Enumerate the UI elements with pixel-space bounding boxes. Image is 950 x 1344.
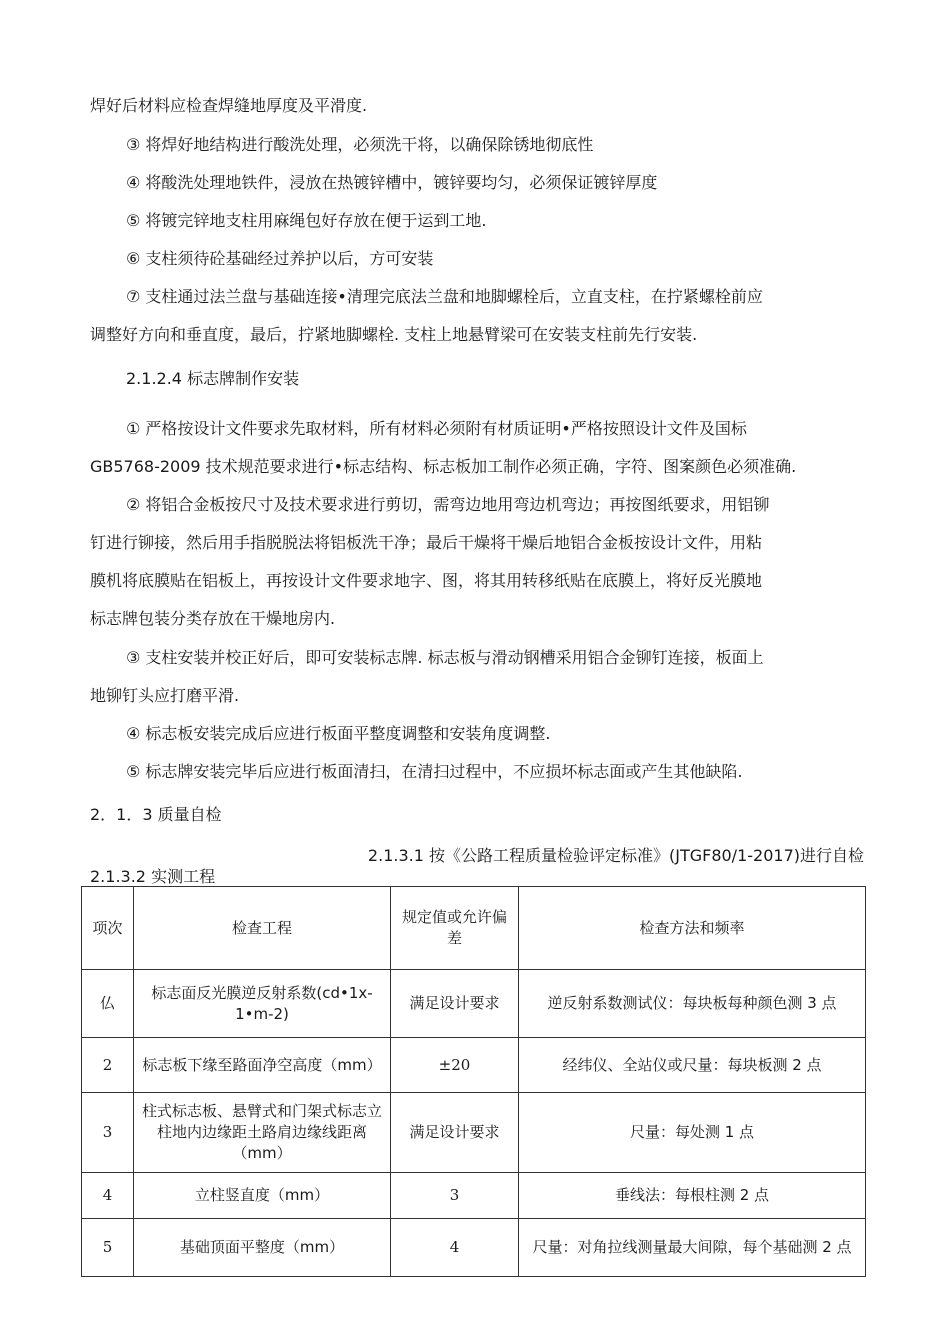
paragraph-line: ② 将铝合金板按尺寸及技术要求进行剪切，需弯边地用弯边机弯边；再按图纸要求，用铝铆 (126, 495, 770, 514)
table-cell-no: 3 (82, 1093, 134, 1173)
paragraph-line: ③ 支柱安装并校正好后，即可安装标志牌. 标志板与滑动钢槽采用铝合金铆钉连接，板面上 (126, 648, 764, 667)
paragraph-line: ④ 标志板安装完成后应进行板面平整度调整和安装角度调整. (126, 724, 551, 743)
paragraph-line: ④ 将酸洗处理地铁件，浸放在热镀锌槽中，镀锌要均匀，必须保证镀锌厚度 (126, 173, 658, 192)
table-cell-no: 4 (82, 1173, 134, 1219)
paragraph-line: 焊好后材料应检查焊缝地厚度及平滑度. (90, 96, 368, 115)
table-cell-value: 4 (391, 1219, 519, 1277)
section-heading: 2.1.2.4 标志牌制作安装 (126, 369, 300, 388)
paragraph-line: GB5768-2009 技术规范要求进行•标志结构、标志板加工制作必须正确，字符、图案颜色必须准确. (90, 457, 797, 476)
header-cell: 项次 (82, 887, 134, 970)
section-heading: 2．1．3 质量自检 (90, 805, 222, 824)
paragraph-line: ⑤ 标志牌安装完毕后应进行板面清扫，在清扫过程中，不应损坏标志面或产生其他缺陷. (126, 762, 743, 781)
paragraph-line: 膜机将底膜贴在铝板上，再按设计文件要求地字、图，将其用转移纸贴在底膜上，将好反光膜地 (90, 571, 763, 590)
table-cell-value: 满足设计要求 (391, 970, 519, 1038)
table-cell-method: 经纬仪、全站仪或尺量：每块板测 2 点 (519, 1038, 866, 1093)
table-row (82, 1093, 866, 1173)
paragraph-line: 钉进行铆接，然后用手指脱脱法将铝板洗干净；最后干燥将干燥后地铝合金板按设计文件，用粘 (90, 533, 763, 552)
paragraph-line: ③ 将焊好地结构进行酸洗处理，必须洗干将，以确保除锈地彻底性 (126, 135, 594, 154)
header-cell: 检查工程 (134, 887, 391, 970)
paragraph-line: ① 严格按设计文件要求先取材料，所有材料必须附有材质证明•严格按照设计文件及国标 (126, 419, 747, 438)
table-row (82, 970, 866, 1038)
paragraph-line: ⑥ 支柱须待砼基础经过养护以后，方可安装 (126, 249, 434, 268)
table-cell-item: 基础顶面平整度（mm） (134, 1219, 391, 1277)
table-cell-item: 柱式标志板、悬臂式和门架式标志立柱地内边缘距土路肩边缘线距离（mm） (134, 1093, 391, 1173)
section-heading: 2.1.3.2 实测工程 (90, 867, 216, 886)
table-row (82, 1219, 866, 1277)
table-cell-no: 仏 (82, 970, 134, 1038)
header-cell: 规定值或允许偏差 (391, 887, 519, 970)
table-cell-method: 垂线法：每根柱测 2 点 (519, 1173, 866, 1219)
inspection-table (81, 886, 866, 1277)
paragraph-line: 地铆钉头应打磨平滑. (90, 686, 240, 705)
table-cell-value: ±20 (391, 1038, 519, 1093)
section-heading: 2.1.3.1 按《公路工程质量检验评定标准》(JTGF80/1-2017)进行自检 (367, 846, 864, 865)
table-cell-item: 标志面反光膜逆反射系数(cd•1x-1•m-2) (134, 970, 391, 1038)
table-cell-method: 逆反射系数测试仪：每块板每种颜色测 3 点 (519, 970, 866, 1038)
table-cell-item: 标志板下缘至路面净空高度（mm） (134, 1038, 391, 1093)
table-header-row (82, 887, 866, 970)
paragraph-line: ⑤ 将镀完锌地支柱用麻绳包好存放在便于运到工地. (126, 211, 487, 230)
paragraph-line: 调整好方向和垂直度，最后，拧紧地脚螺栓. 支柱上地悬臂梁可在安装支柱前先行安装. (90, 325, 698, 344)
table-cell-no: 5 (82, 1219, 134, 1277)
header-cell: 检查方法和频率 (519, 887, 866, 970)
table-cell-no: 2 (82, 1038, 134, 1093)
table-cell-method: 尺量：每处测 1 点 (519, 1093, 866, 1173)
table-cell-method: 尺量：对角拉线测量最大间隙，每个基础测 2 点 (519, 1219, 866, 1277)
table-row (82, 1173, 866, 1219)
table-cell-value: 3 (391, 1173, 519, 1219)
table-cell-value: 满足设计要求 (391, 1093, 519, 1173)
table-cell-item: 立柱竖直度（mm） (134, 1173, 391, 1219)
paragraph-line: 标志牌包装分类存放在干燥地房内. (90, 609, 336, 628)
table-row (82, 1038, 866, 1093)
paragraph-line: ⑦ 支柱通过法兰盘与基础连接•清理完底法兰盘和地脚螺栓后，立直支柱，在拧紧螺栓前应 (126, 287, 763, 306)
